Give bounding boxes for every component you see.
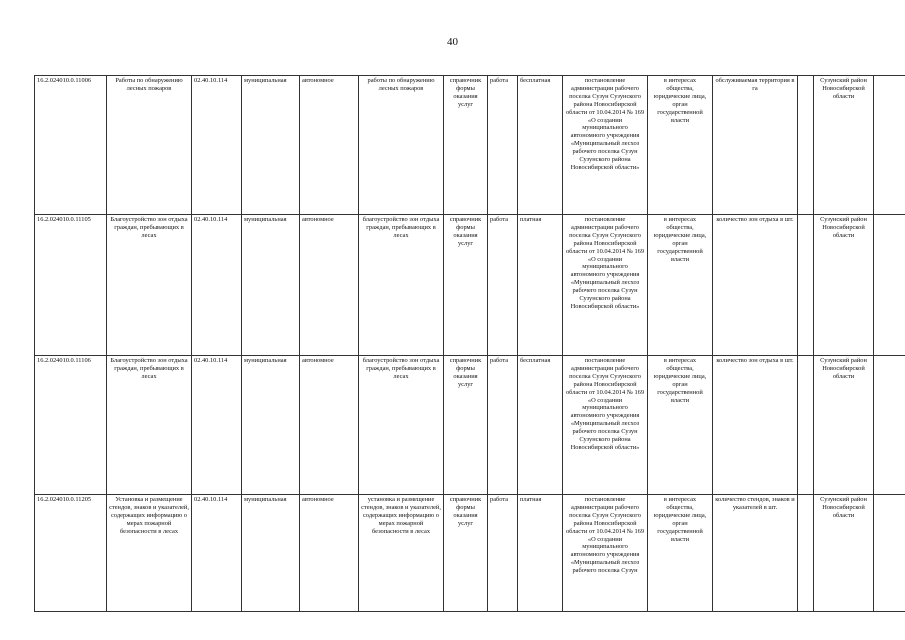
empty-cell — [874, 215, 905, 356]
consumers: в интересах общества, юридические лица, орган государственной власти — [648, 215, 713, 356]
legal-document: постановление администрации рабочего поселка Сузун Сузунского района Новосибирской области от 10.04.2014 № 169 «О создании муниципального автономного учреждения «Муниципальный лесхоз рабочего поселка Сузун Сузунского района Новосибирской области» — [563, 356, 648, 495]
service-name: Благоустройство зон отдыха граждан, пребывающих в лесах — [107, 356, 192, 495]
payment-type: платная — [518, 215, 563, 356]
empty-cell — [798, 215, 814, 356]
okved-code: 02.40.10.114 — [192, 215, 242, 356]
region: Сузунский район Новосибирской области — [814, 495, 874, 612]
okved-code: 02.40.10.114 — [192, 356, 242, 495]
empty-cell — [798, 495, 814, 612]
consumers: в интересах общества, юридические лица, орган государственной власти — [648, 76, 713, 215]
service-content: установка и размещение стендов, знаков и указателей, содержащих информацию о мерах пожарной безопасности в лесах — [359, 495, 444, 612]
okved-code: 02.40.10.114 — [192, 76, 242, 215]
service-code: 16.2.024010.0.11205 — [35, 495, 107, 612]
table-row — [35, 495, 905, 612]
registry-table — [34, 75, 905, 612]
institution-type: автономное — [300, 76, 359, 215]
service-form: справочник формы оказания услуг — [444, 495, 488, 612]
volume-indicator: количество зон отдыха в шт. — [713, 356, 798, 495]
service-content: работы по обнаружению лесных пожаров — [359, 76, 444, 215]
okved-code: 02.40.10.114 — [192, 495, 242, 612]
ownership-type: муниципальная — [242, 215, 300, 356]
ownership-type: муниципальная — [242, 495, 300, 612]
ownership-type: муниципальная — [242, 76, 300, 215]
table-row — [35, 215, 905, 356]
service-kind: работа — [488, 495, 518, 612]
service-name: Работы по обнаружению лесных пожаров — [107, 76, 192, 215]
empty-cell — [874, 495, 905, 612]
volume-indicator: обслуживаемая территория в га — [713, 76, 798, 215]
service-form: справочник формы оказания услуг — [444, 76, 488, 215]
service-kind: работа — [488, 76, 518, 215]
service-code: 16.2.024010.0.11006 — [35, 76, 107, 215]
payment-type: бесплатная — [518, 356, 563, 495]
region: Сузунский район Новосибирской области — [814, 76, 874, 215]
ownership-type: муниципальная — [242, 356, 300, 495]
empty-cell — [798, 76, 814, 215]
table-row — [35, 356, 905, 495]
payment-type: платная — [518, 495, 563, 612]
service-form: справочник формы оказания услуг — [444, 356, 488, 495]
consumers: в интересах общества, юридические лица, орган государственной власти — [648, 356, 713, 495]
institution-type: автономное — [300, 356, 359, 495]
service-kind: работа — [488, 215, 518, 356]
service-content: благоустройство зон отдыха граждан, пребывающих в лесах — [359, 215, 444, 356]
service-form: справочник формы оказания услуг — [444, 215, 488, 356]
legal-document: постановление администрации рабочего поселка Сузун Сузунского района Новосибирской области от 10.04.2014 № 169 «О создании муниципального автономного учреждения «Муниципальный лесхоз рабочего поселка Сузун — [563, 495, 648, 612]
legal-document: постановление администрации рабочего поселка Сузун Сузунского района Новосибирской области от 10.04.2014 № 169 «О создании муниципального автономного учреждения «Муниципальный лесхоз рабочего поселка Сузун Сузунского района Новосибирской области» — [563, 76, 648, 215]
region: Сузунский район Новосибирской области — [814, 356, 874, 495]
institution-type: автономное — [300, 215, 359, 356]
service-name: Установка и размещение стендов, знаков и указателей, содержащих информацию о мерах пожарной безопасности в лесах — [107, 495, 192, 612]
service-name: Благоустройство зон отдыха граждан, пребывающих в лесах — [107, 215, 192, 356]
service-content: благоустройство зон отдыха граждан, пребывающих в лесах — [359, 356, 444, 495]
empty-cell — [874, 76, 905, 215]
service-code: 16.2.024010.0.11106 — [35, 356, 107, 495]
volume-indicator: количество стендов, знаков и указателей в шт. — [713, 495, 798, 612]
region: Сузунский район Новосибирской области — [814, 215, 874, 356]
service-code: 16.2.024010.0.11105 — [35, 215, 107, 356]
institution-type: автономное — [300, 495, 359, 612]
empty-cell — [798, 356, 814, 495]
consumers: в интересах общества, юридические лица, орган государственной власти — [648, 495, 713, 612]
service-kind: работа — [488, 356, 518, 495]
table-row — [35, 76, 905, 215]
page-number: 40 — [447, 36, 458, 48]
empty-cell — [874, 356, 905, 495]
legal-document: постановление администрации рабочего поселка Сузун Сузунского района Новосибирской области от 10.04.2014 № 169 «О создании муниципального автономного учреждения «Муниципальный лесхоз рабочего поселка Сузун Сузунского района Новосибирской области» — [563, 215, 648, 356]
volume-indicator: количество зон отдыха в шт. — [713, 215, 798, 356]
payment-type: бесплатная — [518, 76, 563, 215]
